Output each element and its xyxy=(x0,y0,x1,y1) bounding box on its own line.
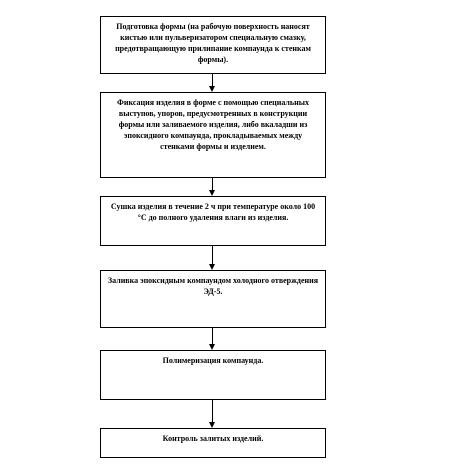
step-box-drying xyxy=(100,196,326,246)
step-box-polymerization xyxy=(100,350,326,400)
step-box-form-preparation xyxy=(100,16,326,74)
step-text: Заливка эпоксидным компаундом холодного отверждения ЭД-5. xyxy=(107,276,319,296)
step-box-quality-control xyxy=(100,428,326,458)
step-text: Сушка изделия в течение 2 ч при температуре около 100 °С до полного удаления влаги из изделия. xyxy=(110,202,316,222)
step-box-product-fixation xyxy=(100,92,326,178)
flow-arrow-line xyxy=(212,328,213,344)
step-box-pouring xyxy=(100,270,326,328)
step-text: Подготовка формы (на рабочую поверхность наносят кистью или пульверизатором специальную смазку, предотвращающую прилипание компаунда к стенкам формы). xyxy=(115,22,311,64)
step-text: Фиксация изделия в форме с помощью специальных выступов, упоров, предусмотренных в конструкции формы или заливаемого изделия, либо вкаладши из эпоксидного компаунда, прокладываемых между стенками формы и изделием. xyxy=(117,98,309,151)
flow-arrow-line xyxy=(212,246,213,264)
flow-arrow-line xyxy=(212,400,213,422)
step-text: Контроль залитых изделий. xyxy=(162,434,264,443)
flow-arrow-line xyxy=(212,74,213,86)
step-text: Полимеризация компаунда. xyxy=(162,356,264,365)
flow-arrow-line xyxy=(212,178,213,190)
